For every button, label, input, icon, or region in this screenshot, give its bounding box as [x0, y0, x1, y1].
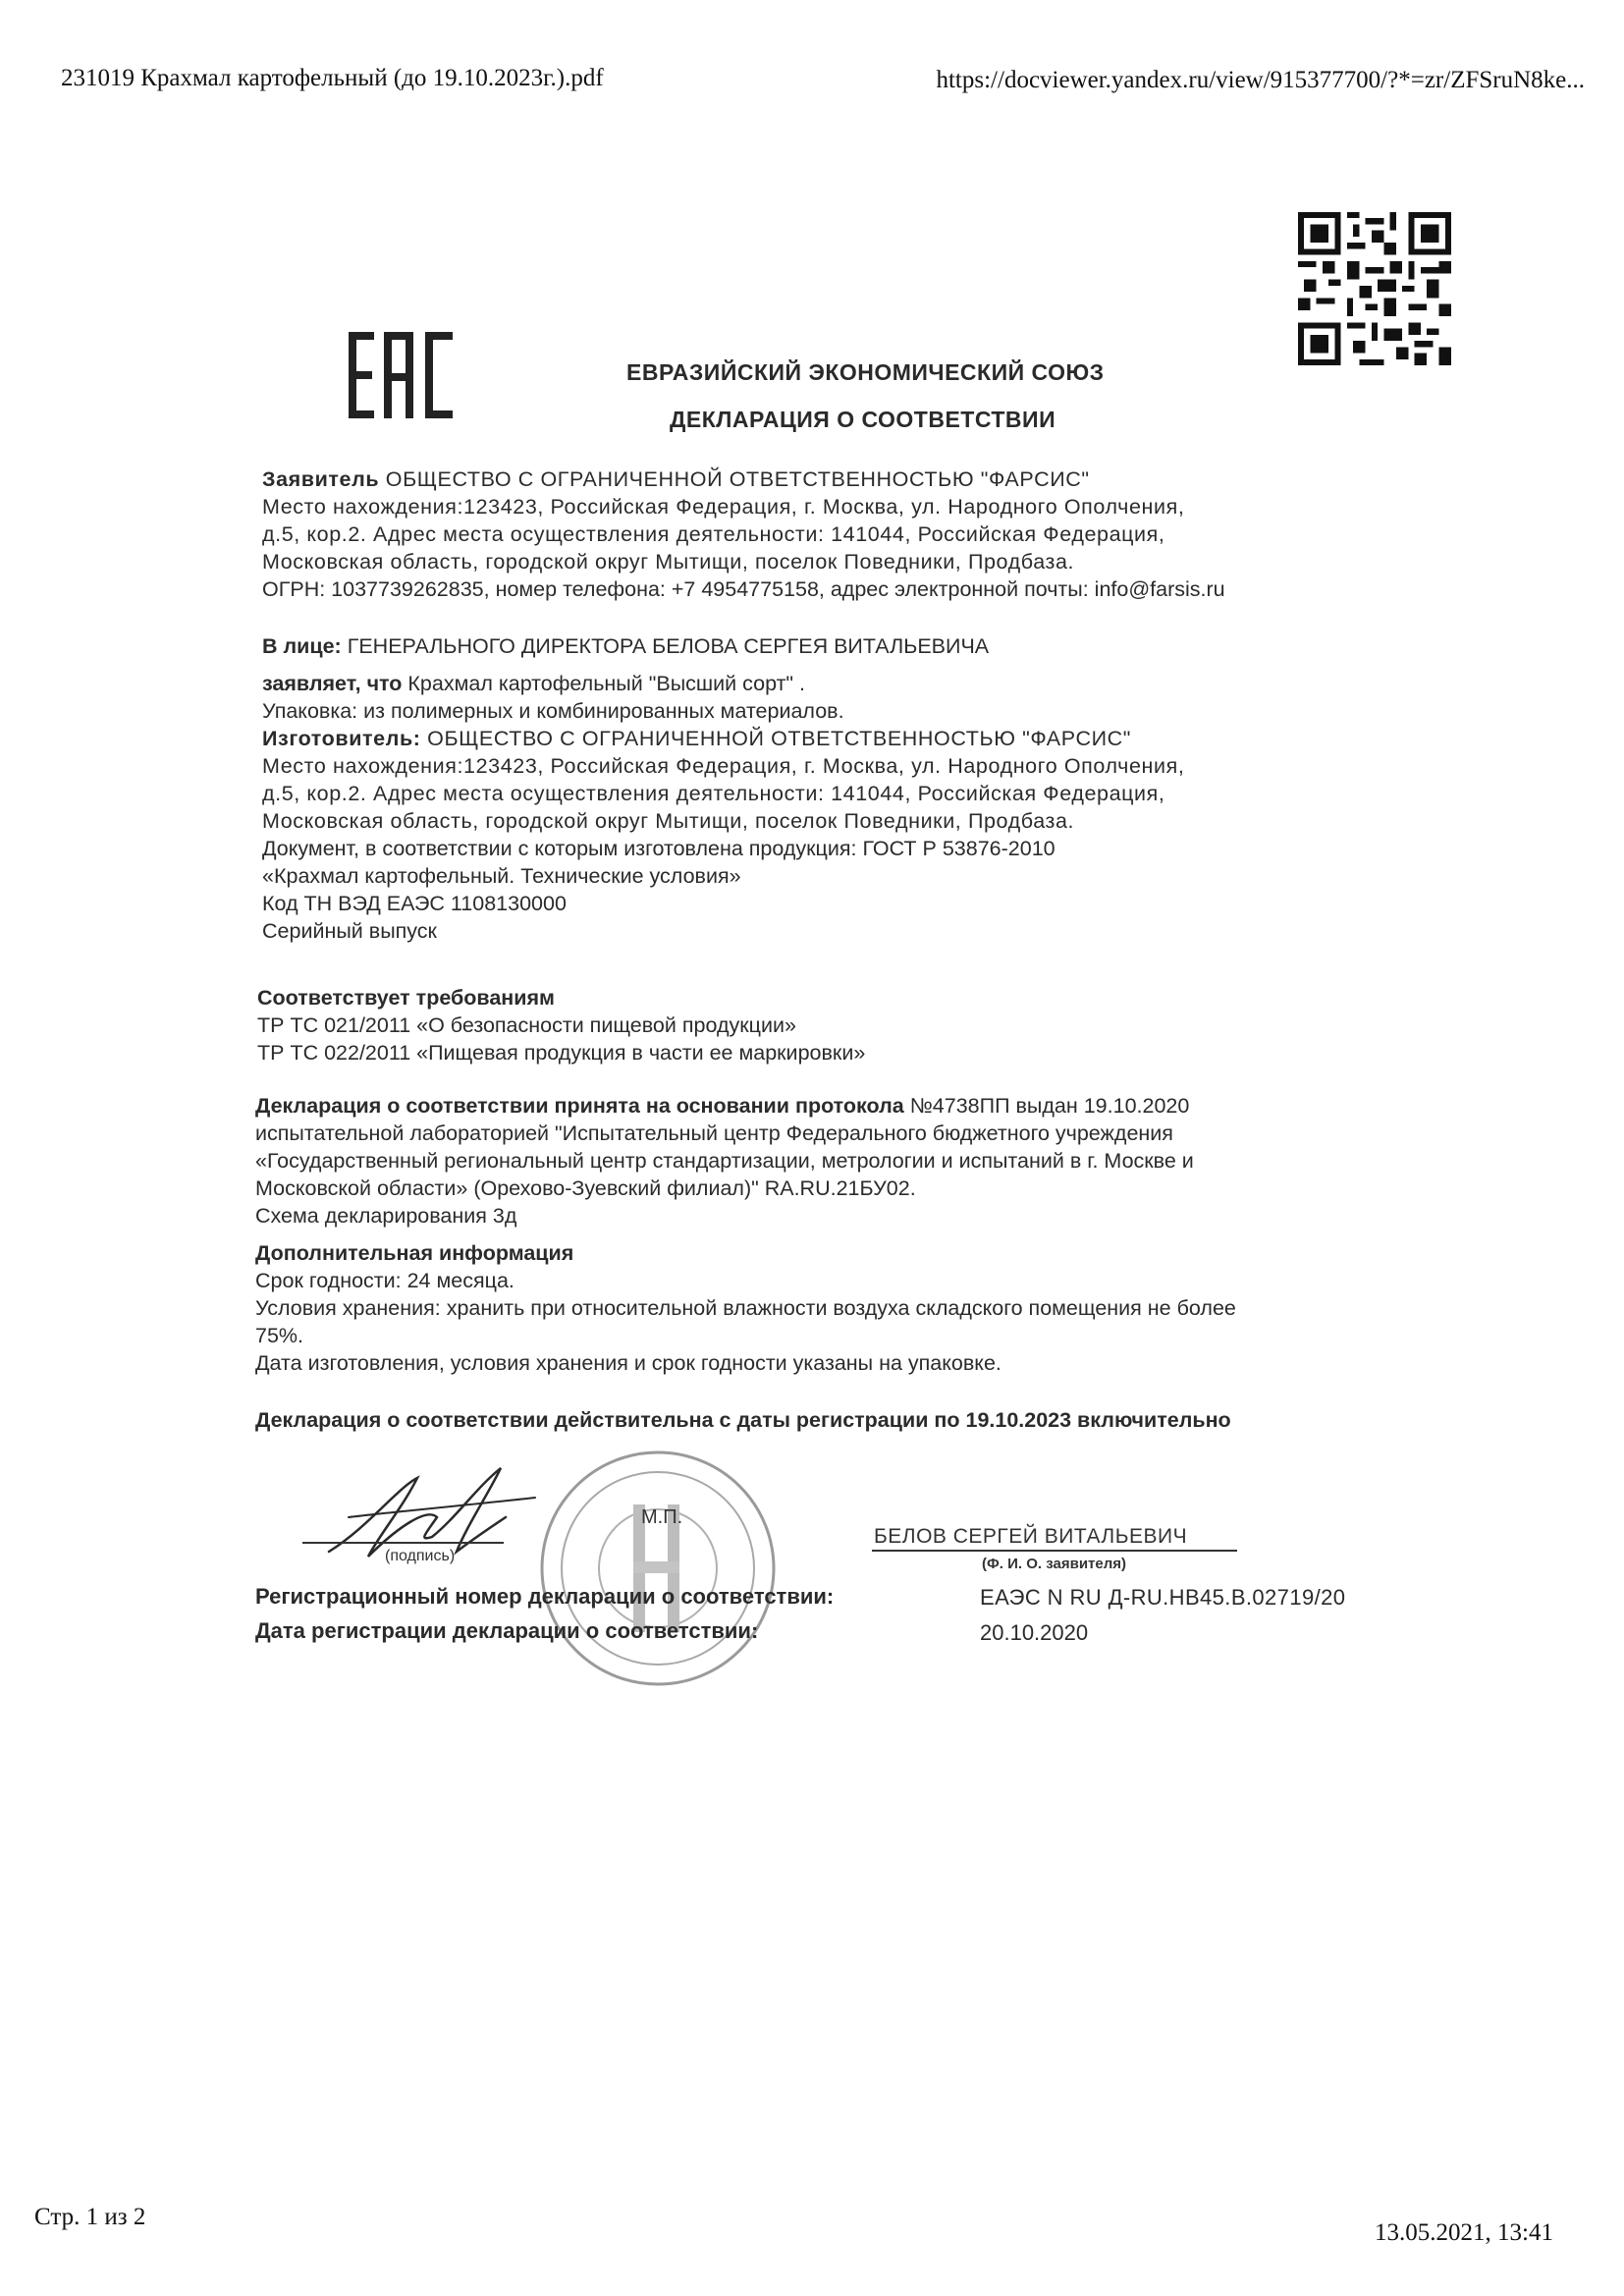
declaration-title: ДЕКЛАРАЦИЯ О СООТВЕТСТВИИ [670, 407, 1056, 432]
protocol-line [255, 1092, 1414, 1120]
applicant-label: Заявитель [262, 467, 380, 491]
requirements-label: Соответствует требованиям [257, 986, 555, 1010]
product-section [262, 670, 1421, 945]
signature-line [302, 1542, 504, 1544]
person-value: ГЕНЕРАЛЬНОГО ДИРЕКТОРА БЕЛОВА СЕРГЕЯ ВИТАЛЬЕВИЧА [341, 634, 990, 658]
signer-name: БЕЛОВ СЕРГЕЙ ВИТАЛЬЕВИЧ [874, 1525, 1188, 1548]
signature-caption: (подпись) [385, 1548, 456, 1564]
declares-label: заявляет, что [262, 672, 403, 695]
requirement-item-1: ТР ТС 021/2011 «О безопасности пищевой продукции» [257, 1013, 796, 1037]
manufacturer-label: Изготовитель: [262, 727, 421, 750]
manufacturer-name: ОБЩЕСТВО С ОГРАНИЧЕННОЙ ОТВЕТСТВЕННОСТЬЮ "ФАРСИС" [420, 727, 1131, 750]
requirements-section [257, 984, 1416, 1066]
applicant-section [262, 465, 1421, 603]
page-indicator: Стр. 1 из 2 [34, 2204, 146, 2230]
signer-caption: (Ф. И. О. заявителя) [982, 1556, 1127, 1572]
pdf-file-title: 231019 Крахмал картофельный (до 19.10.2023г.).pdf [61, 65, 604, 91]
applicant-line [262, 465, 1421, 493]
manufacturer-standard-2: «Крахмал картофельный. Технические условия» [262, 864, 741, 888]
packaging: Упаковка: из полимерных и комбинированных материалов. [262, 699, 844, 723]
product-name: Крахмал картофельный "Высший сорт" . [402, 672, 806, 695]
person-label: В лице: [262, 634, 342, 658]
shelf-life: Срок годности: 24 месяца. [255, 1269, 514, 1292]
validity-statement: Декларация о соответствии действительна с даты регистрации по 19.10.2023 включительно [255, 1408, 1231, 1432]
registration-date-value: 20.10.2020 [980, 1620, 1089, 1645]
storage-conditions-2: 75%. [255, 1324, 304, 1347]
applicant-address-3: Московская область, городской округ Мытищи, поселок Поведники, Продбаза. [262, 550, 1075, 574]
additional-section [255, 1239, 1414, 1377]
registration-date-label: Дата регистрации декларации о соответствии: [255, 1618, 759, 1643]
protocol-section [255, 1092, 1414, 1230]
stamp-place-label: М.П. [641, 1506, 683, 1528]
registration-number-value: ЕАЭС N RU Д-RU.НВ45.В.02719/20 [980, 1585, 1346, 1610]
pdf-url[interactable]: https://docviewer.yandex.ru/view/915377700/?*=zr/ZFSruN8ke... [936, 67, 1585, 93]
person-section [262, 632, 1421, 660]
declares-line [262, 670, 1421, 697]
applicant-name: ОБЩЕСТВО С ОГРАНИЧЕННОЙ ОТВЕТСТВЕННОСТЬЮ "ФАРСИС" [379, 467, 1090, 491]
serial-release: Серийный выпуск [262, 919, 437, 943]
additional-label: Дополнительная информация [255, 1241, 574, 1265]
protocol-label: Декларация о соответствии принята на основании протокола [255, 1094, 904, 1118]
protocol-value: №4738ПП выдан 19.10.2020 [903, 1094, 1190, 1118]
manufacturer-address-1: Место нахождения:123423, Российская Федерация, г. Москва, ул. Народного Ополчения, [262, 754, 1185, 778]
print-timestamp: 13.05.2021, 13:41 [1375, 2219, 1553, 2246]
applicant-address-2: д.5, кор.2. Адрес места осуществления деятельности: 141044, Российская Федерация, [262, 522, 1165, 546]
union-title: ЕВРАЗИЙСКИЙ ЭКОНОМИЧЕСКИЙ СОЮЗ [626, 359, 1105, 385]
qr-code-icon [1298, 212, 1451, 365]
tn-ved-code: Код ТН ВЭД ЕАЭС 1108130000 [262, 892, 567, 915]
packaging-note: Дата изготовления, условия хранения и срок годности указаны на упаковке. [255, 1351, 1001, 1375]
manufacturer-standard-1: Документ, в соответствии с которым изготовлена продукция: ГОСТ Р 53876-2010 [262, 837, 1056, 860]
eac-logo-icon [349, 332, 457, 418]
protocol-line-2: испытательной лабораторией "Испытательный центр Федерального бюджетного учреждения [255, 1121, 1173, 1145]
declaration-scheme: Схема декларирования 3д [255, 1204, 517, 1228]
storage-conditions-1: Условия хранения: хранить при относительной влажности воздуха складского помещения не более [255, 1296, 1236, 1320]
manufacturer-address-3: Московская область, городской округ Мытищи, поселок Поведники, Продбаза. [262, 809, 1075, 833]
person-line [262, 632, 1421, 660]
stamp-seal-icon [535, 1446, 781, 1691]
protocol-line-4: Московской области» (Орехово-Зуевский филиал)" RA.RU.21БУ02. [255, 1176, 916, 1200]
requirement-item-2: ТР ТС 022/2011 «Пищевая продукция в части ее маркировки» [257, 1041, 866, 1065]
protocol-line-3: «Государственный региональный центр стандартизации, метрологии и испытаний в г. Москве и [255, 1149, 1194, 1173]
applicant-address-1: Место нахождения:123423, Российская Федерация, г. Москва, ул. Народного Ополчения, [262, 495, 1185, 519]
manufacturer-address-2: д.5, кор.2. Адрес места осуществления деятельности: 141044, Российская Федерация, [262, 782, 1165, 805]
applicant-ogrn: ОГРН: 1037739262835, номер телефона: +7 4954775158, адрес электронной почты: info@farsis.ru [262, 577, 1225, 601]
manufacturer-line [262, 725, 1421, 752]
registration-number-label: Регистрационный номер декларации о соответствии: [255, 1584, 835, 1609]
signer-line [872, 1550, 1237, 1552]
